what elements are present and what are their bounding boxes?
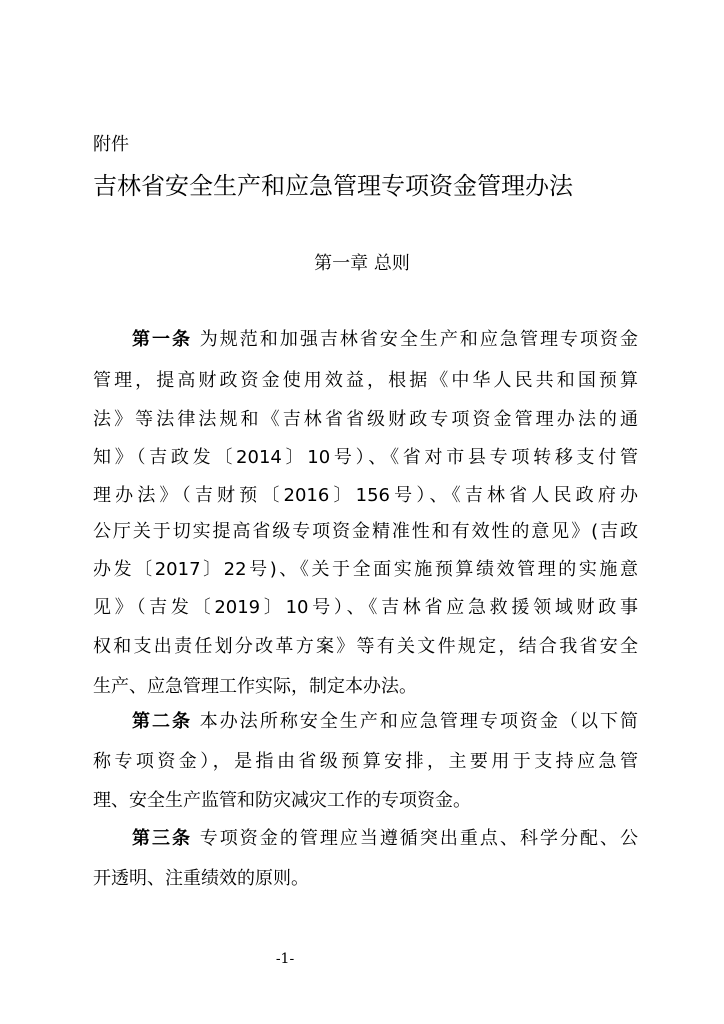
article-1-line-6: 公厅关于切实提高省级专项资金精准性和有效性的意见》(吉政 (93, 521, 638, 542)
article-2-text: 本办法所称安全生产和应急管理专项资金（以下简 (199, 711, 639, 732)
article-3-line-2: 开透明、注重绩效的原则。 (93, 868, 309, 889)
chapter-heading: 第一章 总则 (314, 253, 410, 274)
article-1-text: 为规范和加强吉林省安全生产和应急管理专项资金 (199, 329, 639, 350)
article-1-line-2: 管理，提高财政资金使用效益，根据《中华人民共和国预算 (93, 370, 638, 391)
article-1-line-3: 法》等法律法规和《吉林省省级财政专项资金管理办法的通 (93, 409, 638, 430)
article-2-label: 第二条 (132, 711, 193, 732)
article-1-line-5: 理办法》（吉财预〔2016〕156号）、《吉林省人民政府办 (93, 485, 638, 506)
document-title: 吉林省安全生产和应急管理专项资金管理办法 (93, 172, 573, 200)
article-1-line-4: 知》（吉政发〔2014〕10号）、《省对市县专项转移支付管 (93, 447, 638, 468)
article-2-line-1 (132, 707, 638, 737)
article-1-label: 第一条 (132, 329, 193, 350)
article-1-line-10: 生产、应急管理工作实际，制定本办法。 (93, 676, 417, 697)
article-1-line-9: 权和支出责任划分改革方案》等有关文件规定，结合我省安全 (93, 636, 638, 657)
article-1-line-7: 办发〔2017〕22号)、《关于全面实施预算绩效管理的实施意 (93, 559, 638, 580)
page-number: -1- (275, 951, 295, 967)
article-3-text: 专项资金的管理应当遵循突出重点、科学分配、公 (199, 828, 639, 849)
article-2-line-2: 称专项资金），是指由省级预算安排，主要用于支持应急管 (93, 751, 638, 772)
attachment-label: 附件 (93, 134, 129, 155)
article-3-line-1 (132, 824, 638, 854)
article-3-label: 第三条 (132, 828, 193, 849)
article-1-line-1 (132, 325, 638, 355)
article-2-line-3: 理、安全生产监管和防灾减灾工作的专项资金。 (93, 790, 471, 811)
article-1-line-8: 见》（吉发〔2019〕10号）、《吉林省应急救援领域财政事 (93, 597, 638, 618)
